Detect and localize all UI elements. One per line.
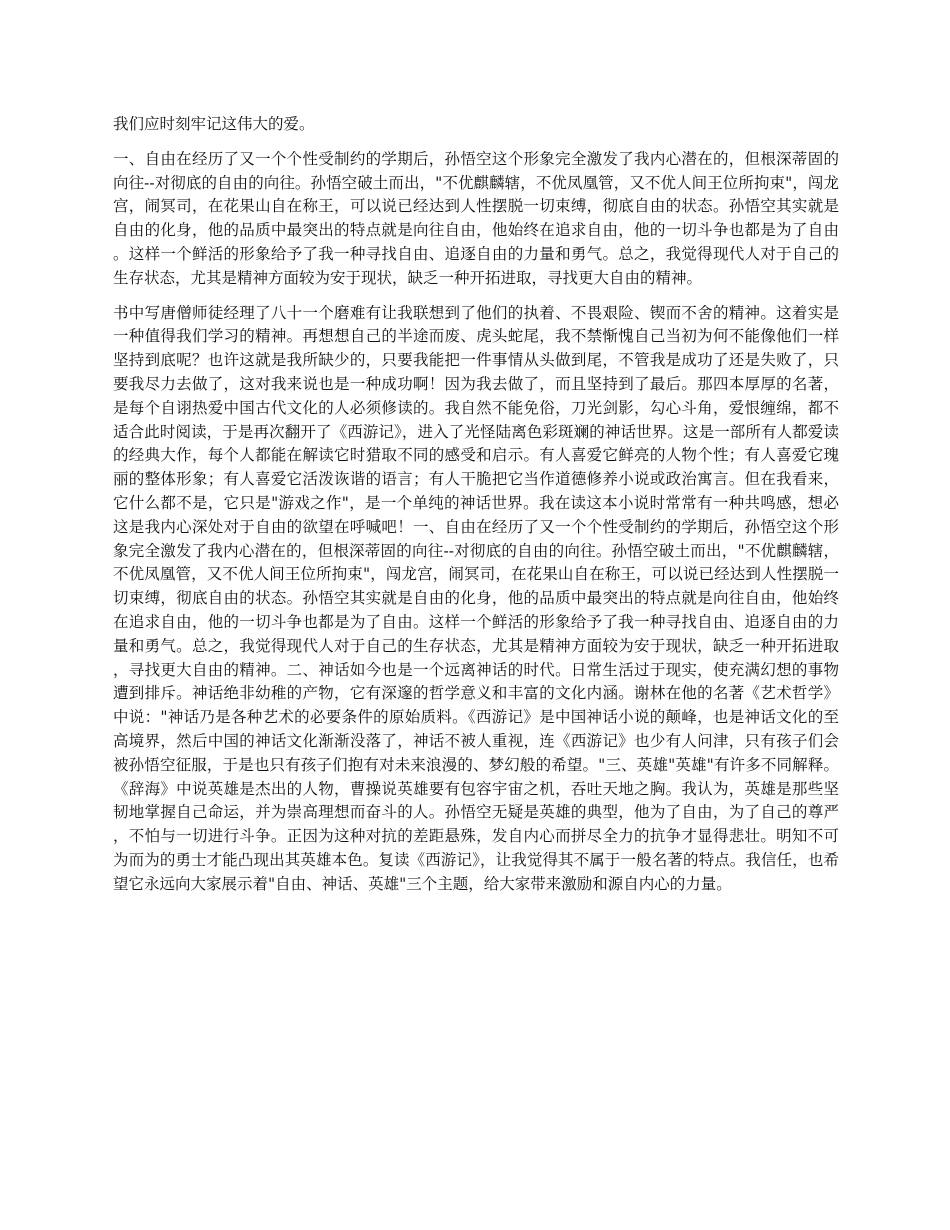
paragraph-journey: 书中写唐僧师徒经理了八十一个磨难有让我联想到了他们的执着、不畏艰险、锲而不舍的精神。这着实是一种值得我们学习的精神。再想想自己的半途而废、虎头蛇尾，我不禁惭愧自己当初为何不能像他们一样坚持到底呢？也许这就是我所缺少的，只要我能把一件事情从头做到尾，不管我是成功了还是失败了，只要我尽力去做了，这对我来说也是一种成功啊！因为我去做了，而且坚持到了最后。那四本厚厚的名著，是每个自诩热爱中国古代文化的人必须修读的。我自然不能免俗，刀光剑影，勾心斗角，爱恨缠绵，都不适合此时阅读，于是再次翻开了《西游记》，进入了光怪陆离色彩斑斓的神话世界。这是一部所有人都爱读的经典大作，每个人都能在解读它时猎取不同的感受和启示。有人喜爱它鲜亮的人物个性；有人喜爱它瑰丽的整体形象；有人喜爱它活泼诙谐的语言；有人干脆把它当作道德修养小说或政治寓言。但在我看来，它什么都不是，它只是"游戏之作"，是一个单纯的神话世界。我在读这本小说时常常有一种共鸣感，想必这是我内心深处对于自由的欲望在呼喊吧！一、自由在经历了又一个个性受制约的学期后，孙悟空这个形象完全激发了我内心潜在的，但根深蒂固的向往--对彻底的自由的向往。孙悟空破土而出，"不优麒麟辖，不优凤凰管，又不优人间王位所拘束"，闯龙宫，闹冥司，在花果山自在称王，可以说已经达到人性摆脱一切束缚，彻底自由的状态。孙悟空其实就是自由的化身，他的品质中最突出的特点就是向往自由，他始终在追求自由，他的一切斗争也都是为了自由。这样一个鲜活的形象给予了我一种寻找自由、追逐自由的力量和勇气。总之，我觉得现代人对于自己的生存状态，尤其是精神方面较为安于现状，缺乏一种开拓进取，寻找更大自由的精神。二、神话如今也是一个远离神话的时代。日常生活过于现实，使充满幻想的事物遭到排斥。神话绝非幼稚的产物，它有深邃的哲学意义和丰富的文化内涵。谢林在他的名著《艺术哲学》中说："神话乃是各种艺术的必要条件的原始质料。《西游记》是中国神话小说的颠峰，也是神话文化的至高境界，然后中国的神话文化渐渐没落了，神话不被人重视，连《西游记》也少有人问津，只有孩子们会被孙悟空征服，于是也只有孩子们抱有对未来浪漫的、梦幻般的希望。"三、英雄"英雄"有许多不同解释。《辞海》中说英雄是杰出的人物，曹操说英雄要有包容宇宙之机，吞吐天地之胸。我认为，英雄是那些坚韧地掌握自己命运，并为崇高理想而奋斗的人。孙悟空无疑是英雄的典型，他为了自由，为了自己的尊严，不怕与一切进行斗争。正因为这种对抗的差距悬殊，发自内心而拼尽全力的抗争才显得悲壮。明知不可为而为的勇士才能凸现出其英雄本色。复读《西游记》，让我觉得其不属于一般名著的特点。我信任，也希望它永远向大家展示着"自由、神话、英雄"三个主题，给大家带来激励和源自内心的力量。 [113, 303, 839, 893]
paragraph-freedom: 一、自由在经历了又一个个性受制约的学期后，孙悟空这个形象完全激发了我内心潜在的，但根深蒂固的向往--对彻底的自由的向往。孙悟空破土而出，"不优麒麟辖，不优凤凰管，又不优人间王位所拘束"，闯龙宫，闹冥司，在花果山自在称王，可以说已经达到人性摆脱一切束缚，彻底自由的状态。孙悟空其实就是自由的化身，他的品质中最突出的特点就是向往自由，他始终在追求自由，他的一切斗争也都是为了自由。这样一个鲜活的形象给予了我一种寻找自由、追逐自由的力量和勇气。总之，我觉得现代人对于自己的生存状态，尤其是精神方面较为安于现状，缺乏一种开拓进取，寻找更大自由的精神。 [113, 149, 839, 287]
paragraph-intro: 我们应时刻牢记这伟大的爱。 [113, 115, 315, 133]
document-page [113, 113, 839, 908]
